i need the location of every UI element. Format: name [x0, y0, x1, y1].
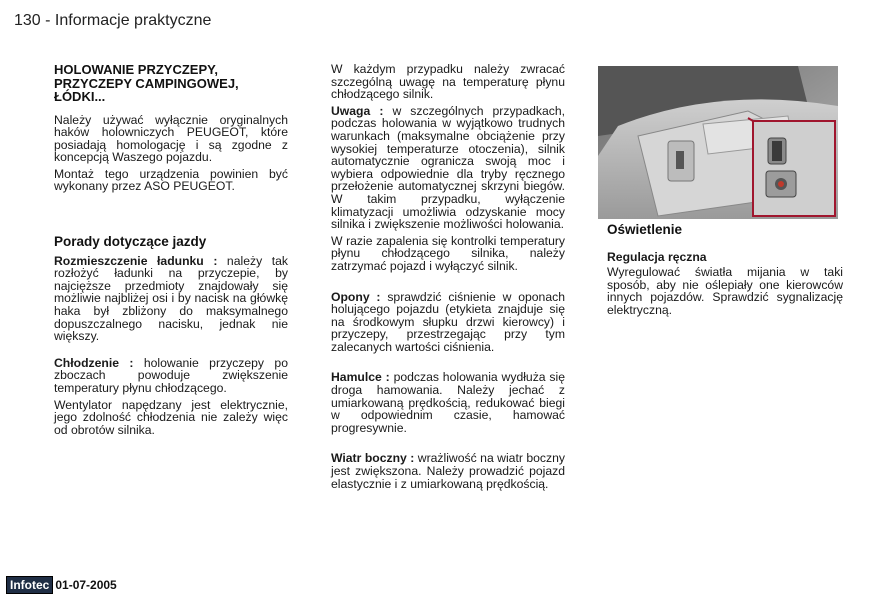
section-title: HOLOWANIE PRZYCZEPY, PRZYCZEPY CAMPINGOWEJ, ŁÓDKI... [54, 62, 239, 104]
paragraph [331, 452, 565, 490]
footer-date: 01-07-2005 [55, 578, 117, 592]
page-title: 130 - Informacje praktyczne [14, 12, 212, 29]
footer [6, 576, 117, 594]
paragraph [54, 255, 288, 343]
infotec-logo: Infotec [6, 576, 53, 594]
subsection-title: Porady dotyczące jazdy [54, 234, 207, 250]
term-label: Chłodzenie : [54, 355, 134, 370]
paragraph [331, 371, 565, 434]
term-label: Wiatr boczny : [331, 451, 415, 466]
paragraph [331, 291, 565, 354]
term-label: Uwaga : [331, 103, 384, 118]
paragraph: Montaż tego urządzenia powinien być wykonany przez ASO PEUGEOT. [54, 166, 288, 194]
paragraph [331, 105, 565, 231]
column-2 [331, 63, 565, 494]
paragraph: W razie zapalenia się kontrolki temperatury płynu chłodzącego silnika, należy zatrzymać pojazd i wyłączyć silnik. [331, 233, 565, 273]
paragraph: Wyregulować światła mijania w taki sposób, aby nie oślepiały one kierowców innych pojazdów. Sprawdzić sygnalizację elektryczną. [607, 265, 843, 317]
dashboard-illustration [598, 66, 838, 219]
term-text: sprawdzić ciśnienie w oponach holującego pojazdu (etykieta znajduje się na środkowym słupku drzwi kierowcy) i przyczepy, przestrzegając przy tym zalecanych wartości ciśnienia. [331, 289, 565, 354]
term-text: w szczególnych przypadkach, podczas holowania w wyjątkowo trudnych warunkach (maksymalne obciążenie przy wysokiej temperaturze otoczenia), silnik automatycznie ogranicza swoją moc i wybiera odpowiednie dla tryby ręcznego przełożenie automatycznej skrzyni biegów. W takim przypadku, wyłączenie klimatyzacji umożliwia odzyskanie mocy silnika i zwiększenie możliwości holowania. [331, 103, 566, 232]
paragraph: W każdym przypadku należy zwracać szczególną uwagę na temperaturę płynu chłodzącego silnik. [331, 62, 565, 102]
term-text: podczas holowania wydłuża się droga hamowania. Należy jechać z umiarkowaną prędkością, redukować biegi w odpowiednim czasie, hamować progresywnie. [331, 370, 566, 435]
paragraph: Wentylator napędzany jest elektrycznie, jego zdolność chłodzenia nie zależy więc od obrotów silnika. [54, 397, 288, 437]
headlamp-adjuster-photo [598, 66, 838, 219]
term-text: należy tak rozłożyć ładunki na przyczepie, by najcięższe przedmioty znajdowały się możliwie najbliżej osi i by nacisk na główkę haka był zbliżony do maksymalnego dopuszczalnego nacisku, jednak nie większy. [54, 253, 288, 344]
section-title: Oświetlenie [607, 222, 683, 237]
term-text: holowanie przyczepy po zboczach powoduje zwiększenie temperatury płynu chłodzącego. [54, 355, 288, 395]
term-text: wrażliwość na wiatr boczny jest zwiększona. Należy prowadzić pojazd elastycznie i z umiarkowaną prędkością. [331, 451, 565, 491]
column-3 [607, 224, 843, 321]
term-label: Hamulce : [331, 370, 390, 385]
column-1 [54, 63, 288, 440]
paragraph [54, 357, 288, 395]
paragraph: Należy używać wyłącznie oryginalnych haków holowniczych PEUGEOT, które posiadają homologację i są zgodne z koncepcją Waszego pojazdu. [54, 112, 288, 165]
term-label: Opony : [331, 289, 381, 304]
term-label: Rozmieszczenie ładunku : [54, 253, 218, 268]
subsection-title: Regulacja ręczna [607, 249, 707, 264]
